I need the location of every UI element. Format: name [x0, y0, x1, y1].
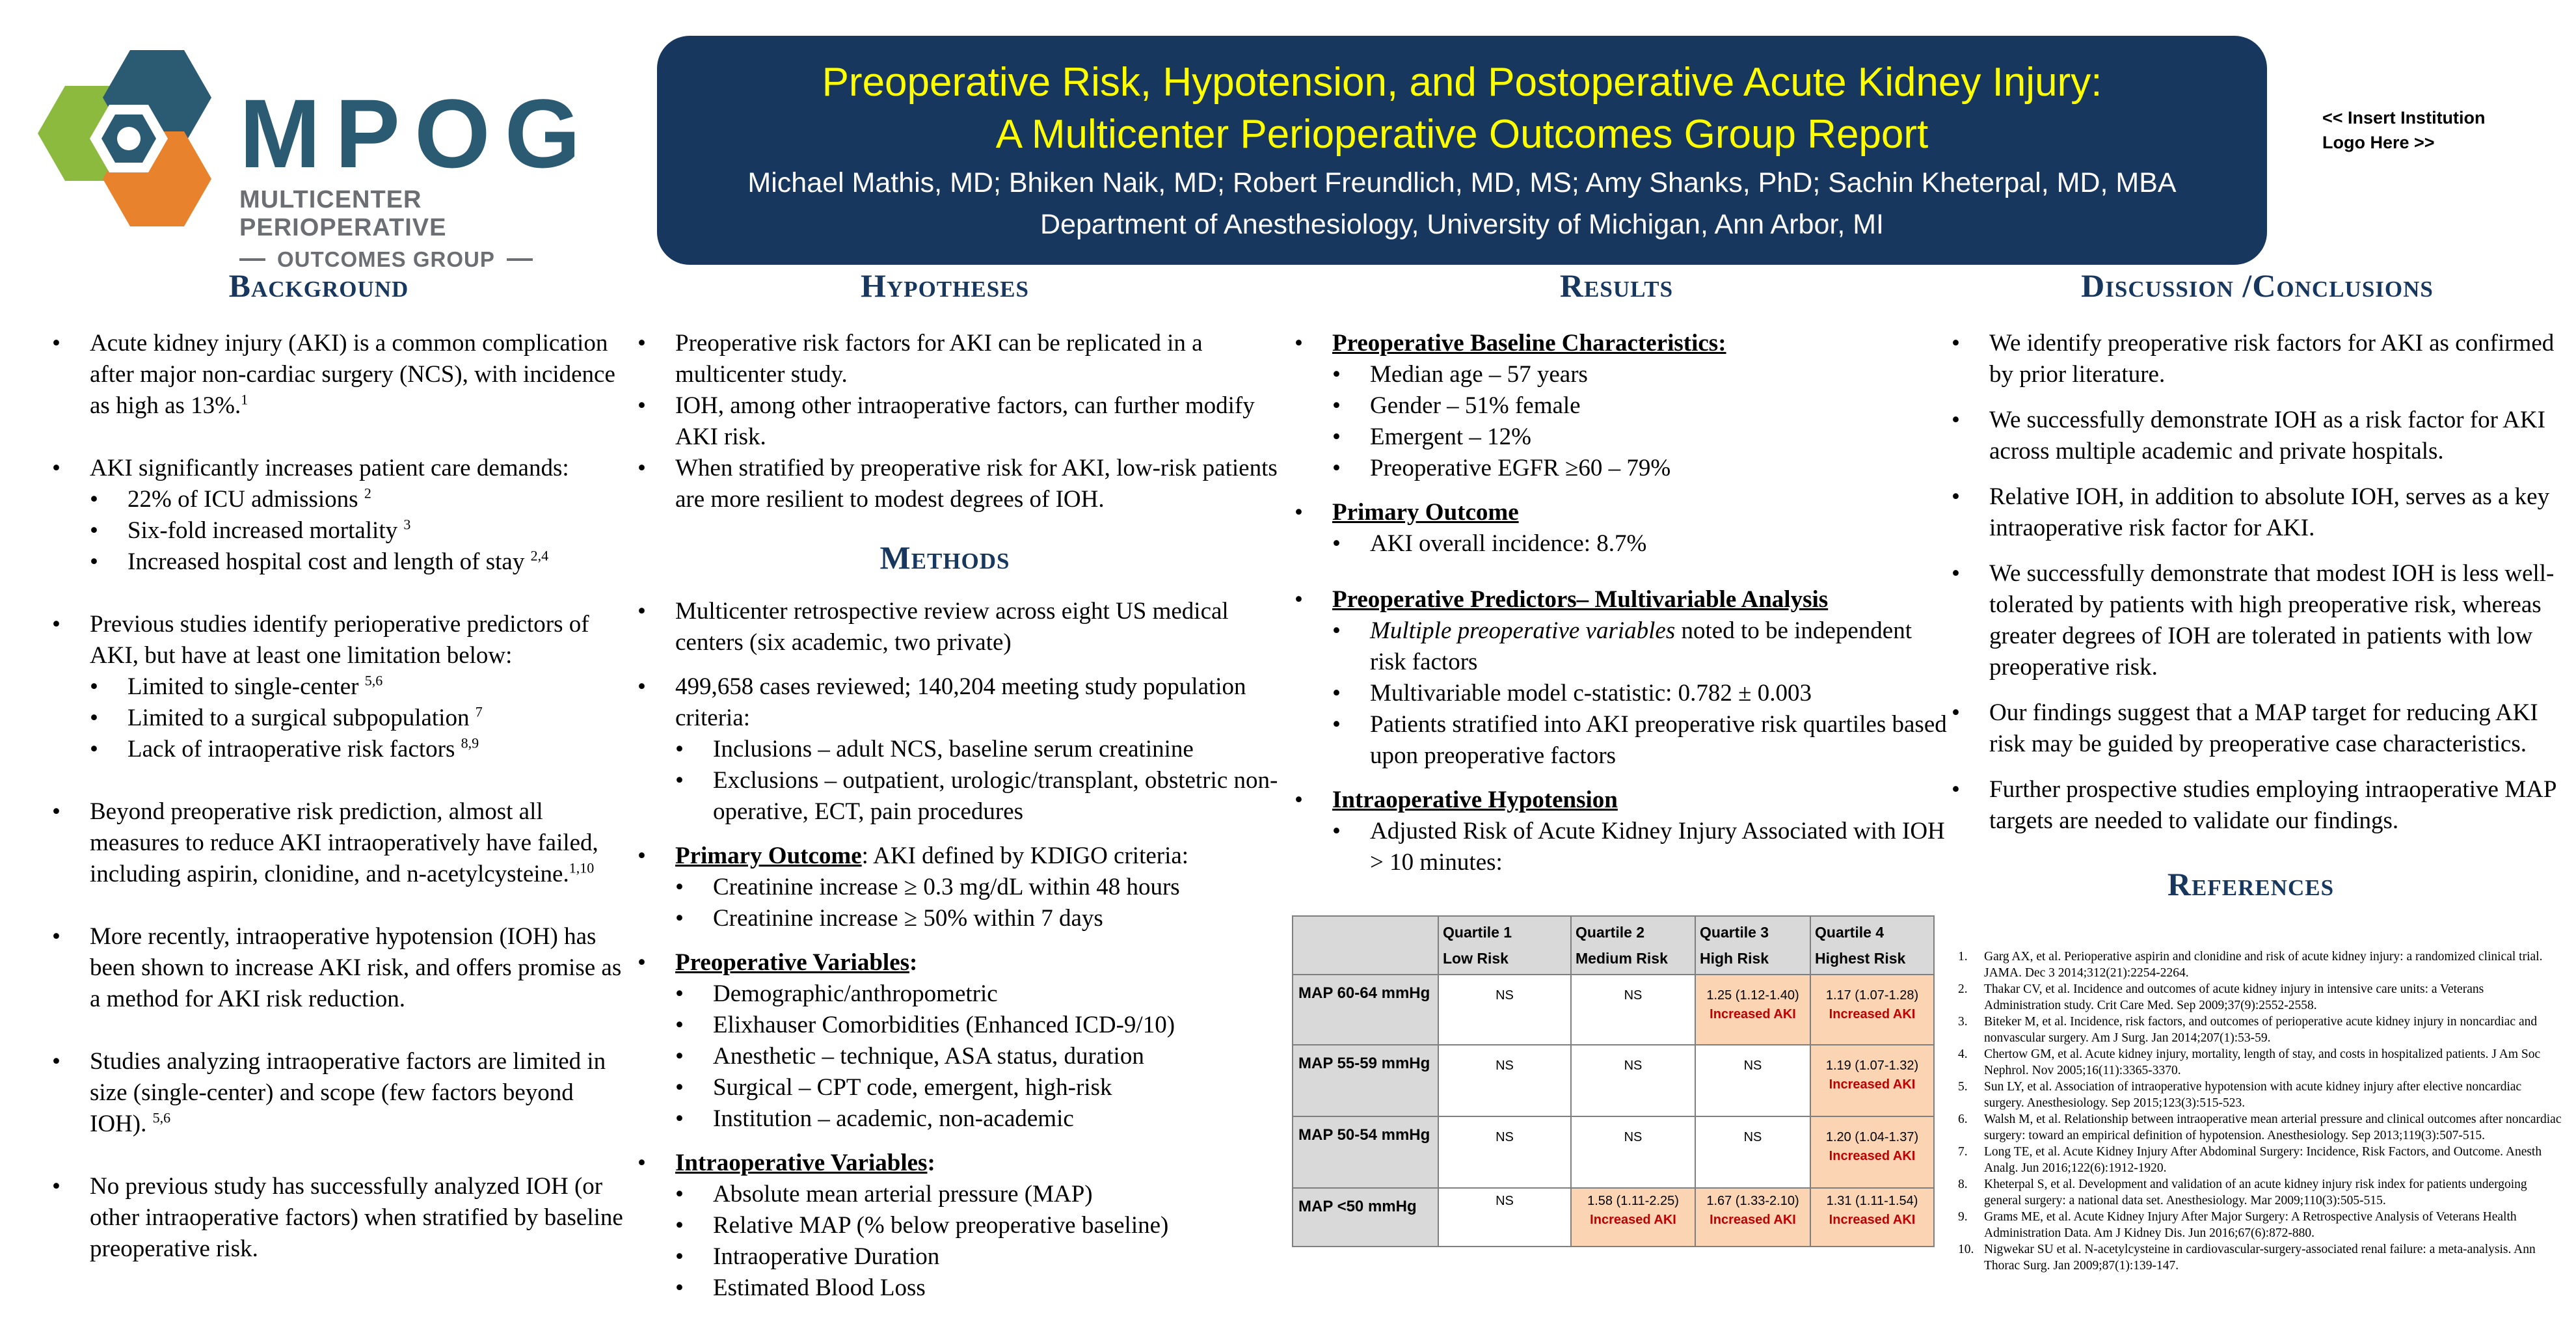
list-item: • Creatinine increase ≥ 0.3 mg/dL within 48 hours [675, 872, 1278, 903]
table-cell: NS [1438, 975, 1571, 1045]
reference-item: 10. Nigwekar SU et al. N-acetylcysteine in cardiovascular-surgery-associated renal failure: a meta-analysis. Ann Thorac Surg. Jan 2009;87(1):139-147. [1958, 1243, 2536, 1273]
table-cell-highlight: 1.58 (1.11-2.25) Increased AKI [1571, 1188, 1695, 1247]
table-cell-highlight: 1.67 (1.33-2.10) Increased AKI [1695, 1188, 1810, 1247]
methods-heading: Methods [879, 539, 1010, 576]
list-item: • Intraoperative Hypotension • Adjusted Risk of Acute Kidney Injury Associated with IOH > 10 minutes: [1295, 785, 1952, 878]
reference-item: 3. Biteker M, et al. Incidence, risk factors, and outcomes of perioperative acute kidney injury in noncardiac and nonvascular surgery. Am J Surg. Jan 2014;207(1):53-59. [1958, 1015, 2538, 1045]
table-corner-cell [1293, 916, 1438, 975]
list-item: • We successfully demonstrate that modest IOH is less well-tolerated by patients with high preoperative risk, whereas greater degrees of IOH are tolerated in patients with low preoperative risk. [1952, 558, 2556, 683]
table-cell-highlight: 1.17 (1.07-1.28) Increased AKI [1810, 975, 1934, 1045]
list-item: • Our findings suggest that a MAP target for reducing AKI risk may be guided by preoperative case characteristics. [1952, 697, 2556, 760]
list-item: • More recently, intraoperative hypotension (IOH) has been shown to increase AKI risk, and offers promise as a method for AKI risk reduction. [52, 921, 624, 1015]
list-item: • Adjusted Risk of Acute Kidney Injury Associated with IOH > 10 minutes: [1332, 816, 1952, 878]
list-item: • Patients stratified into AKI preoperative risk quartiles based upon preoperative factors [1332, 709, 1952, 772]
list-item: • Multiple preoperative variables noted to be independent risk factors [1332, 615, 1952, 678]
discussion-heading: Discussion /Conclusions [2081, 267, 2434, 304]
table-row-label: MAP 55-59 mmHg [1293, 1045, 1438, 1116]
references-heading: References [2167, 866, 2335, 902]
list-item: • Six-fold increased mortality $^3$ [90, 515, 624, 546]
table-cell: NS [1438, 1188, 1571, 1247]
list-item: • Creatinine increase ≥ 50% within 7 days [675, 903, 1278, 934]
table-row [1293, 916, 1934, 975]
list-item: • Elixhauser Comorbidities (Enhanced ICD-9/10) [675, 1010, 1278, 1041]
title-line-1: Preoperative Risk, Hypotension, and Postoperative Acute Kidney Injury: [822, 60, 2102, 105]
list-item: • Demographic/anthropometric [675, 978, 1278, 1010]
table-row [1293, 975, 1934, 1045]
department: Department of Anesthesiology, University of Michigan, Ann Arbor, MI [1040, 209, 1884, 240]
list-item: • Preoperative risk factors for AKI can be replicated in a multicenter study. [637, 328, 1278, 390]
table-row-label: MAP 50-54 mmHg [1293, 1116, 1438, 1188]
table-cell: NS [1438, 1045, 1571, 1116]
title-line-2: A Multicenter Perioperative Outcomes Group Report [995, 112, 1929, 157]
logo-subtitle-2: OUTCOMES GROUP [239, 247, 610, 272]
list-item: • We successfully demonstrate IOH as a risk factor for AKI across multiple academic and private hospitals. [1952, 405, 2556, 467]
hexagon-logo-icon [25, 46, 239, 234]
table-header-q4: Quartile 4 Highest Risk [1810, 916, 1934, 975]
list-item: • When stratified by preoperative risk for AKI, low-risk patients are more resilient to modest degrees of IOH. [637, 453, 1278, 515]
table-row [1293, 1116, 1934, 1188]
aki-risk-table [1292, 915, 1935, 1247]
table-cell-highlight: 1.25 (1.12-1.40) Increased AKI [1695, 975, 1810, 1045]
discussion-section [1952, 267, 2556, 903]
table-cell-highlight: 1.20 (1.04-1.37) Increased AKI [1810, 1116, 1934, 1188]
table-cell: NS [1571, 1045, 1695, 1116]
list-item: • Intraoperative Duration [675, 1241, 1278, 1273]
list-item: • Studies analyzing intraoperative factors are limited in size (single-center) and scope (few factors beyond IOH). $^{5,6}$ [52, 1046, 624, 1140]
table-header-q2: Quartile 2 Medium Risk [1571, 916, 1695, 975]
reference-item: 6. Walsh M, et al. Relationship between intraoperative mean arterial pressure and clinical outcomes after noncardiac surgery: toward an empirical definition of hypotension. Anesthesiology. Sep 2013;119(3):507-515. [1958, 1112, 2562, 1142]
table-cell: NS [1571, 1116, 1695, 1188]
results-heading: Results [1559, 267, 1674, 304]
table-row-label: MAP 60-64 mmHg [1293, 975, 1438, 1045]
list-item: • Further prospective studies employing intraoperative MAP targets are needed to validate our findings. [1952, 774, 2556, 837]
mpog-logo [25, 46, 610, 271]
reference-item: 1. Garg AX, et al. Perioperative aspirin and clonidine and risk of acute kidney injury: a randomized clinical trial. JAMA. Dec 3 2014;312(21):2254-2264. [1958, 950, 2543, 980]
list-item: • Intraoperative Variables: • Absolute mean arterial pressure (MAP) • Relative MAP (% below preoperative baseline) • Intraoperative Duration • Estimated Blood Loss [637, 1148, 1278, 1304]
table-row [1293, 1188, 1934, 1247]
table-cell: NS [1695, 1045, 1810, 1116]
list-item: • 499,658 cases reviewed; 140,204 meeting study population criteria: • Inclusions – adult NCS, baseline serum creatinine • Exclusions – outpatient, urologic/transplant, obstetric non-operative, ECT, pain procedures [637, 671, 1278, 828]
hypotheses-section [637, 267, 1278, 1304]
list-item: • AKI overall incidence: 8.7% [1332, 528, 1952, 560]
background-heading: Background [228, 267, 409, 304]
list-item: • No previous study has successfully analyzed IOH (or other intraoperative factors) when stratified by baseline preoperative risk. [52, 1171, 624, 1265]
list-item: • Anesthetic – technique, ASA status, duration [675, 1041, 1278, 1072]
list-item: • Beyond preoperative risk prediction, almost all measures to reduce AKI intraoperatively have failed, including aspirin, clonidine, and n-acetylcysteine.$^{1,10}$ [52, 796, 624, 890]
list-item: • Estimated Blood Loss [675, 1273, 1278, 1304]
list-item: • Median age – 57 years [1332, 359, 1952, 390]
list-item: • Multicenter retrospective review across eight US medical centers (six academic, two private) [637, 596, 1278, 658]
title-banner [657, 36, 2267, 265]
reference-item: 8. Kheterpal S, et al. Development and validation of an acute kidney injury risk index for patients undergoing general surgery: a national data set. Anesthesiology. Mar 2009;110(3):505-515. [1958, 1178, 2527, 1207]
logo-wordmark: MPOG [239, 79, 595, 188]
hypotheses-heading: Hypotheses [861, 267, 1029, 304]
list-item: • Limited to single-center $^{5,6}$ [90, 671, 624, 703]
list-item: • Gender – 51% female [1332, 390, 1952, 422]
list-item: • 22% of ICU admissions $^2$ [90, 484, 624, 515]
table-cell: NS [1438, 1116, 1571, 1188]
institution-logo-placeholder: << Insert Institution Logo Here >> [2322, 108, 2486, 152]
references-list [1958, 949, 2563, 1274]
list-item: • Exclusions – outpatient, urologic/transplant, obstetric non-operative, ECT, pain procedures [675, 765, 1278, 828]
list-item: • Acute kidney injury (AKI) is a common complication after major non-cardiac surgery (NCS), with incidence as high as 13%.$^1$ [52, 328, 624, 422]
list-item: • AKI significantly increases patient care demands: • 22% of ICU admissions $^2$ • Six-fold increased mortality $^3$ • Increased hospital cost and length of stay $^{2,4}$ [52, 453, 624, 578]
reference-item: 5. Sun LY, et al. Association of intraoperative hypotension with acute kidney injury after elective noncardiac surgery. Anesthesiology. Sep 2015;123(3):515-523. [1958, 1080, 2522, 1110]
list-item: • Preoperative Variables: • Demographic/anthropometric • Elixhauser Comorbidities (Enhanced ICD-9/10) • Anesthetic – technique, ASA status, duration • Surgical – CPT code, emergent, high-risk • Institution – academic, non-academic [637, 947, 1278, 1135]
background-section [52, 267, 624, 1265]
list-item: • We identify preoperative risk factors for AKI as confirmed by prior literature. [1952, 328, 2556, 390]
list-item: • Limited to a surgical subpopulation $^7$ [90, 703, 624, 734]
table-header-q1: Quartile 1 Low Risk [1438, 916, 1571, 975]
reference-item: 4. Chertow GM, et al. Acute kidney injury, mortality, length of stay, and costs in hospitalized patients. J Am Soc Nephrol. Nov 2005;16(11):3365-3370. [1958, 1047, 2541, 1077]
list-item: • Absolute mean arterial pressure (MAP) [675, 1179, 1278, 1210]
list-item: • Preoperative Baseline Characteristics: • Median age – 57 years • Gender – 51% female • Emergent – 12% • Preoperative EGFR ≥60 – 79% [1295, 328, 1952, 484]
list-item: • Previous studies identify perioperative predictors of AKI, but have at least one limitation below: • Limited to single-center $^{5,6}$ • Limited to a surgical subpopulation $^7$ • Lack of intraoperative risk factors $^{8,9}$ [52, 609, 624, 765]
list-item: • Preoperative EGFR ≥60 – 79% [1332, 453, 1952, 484]
list-item: • Surgical – CPT code, emergent, high-risk [675, 1072, 1278, 1103]
table-header-q3: Quartile 3 High Risk [1695, 916, 1810, 975]
table-row [1293, 1045, 1934, 1116]
list-item: • Primary Outcome: AKI defined by KDIGO criteria: • Creatinine increase ≥ 0.3 mg/dL within 48 hours • Creatinine increase ≥ 50% within 7 days [637, 841, 1278, 934]
table-cell: NS [1695, 1116, 1810, 1188]
list-item: • Primary Outcome • AKI overall incidence: 8.7% [1295, 497, 1952, 560]
table-cell: NS [1571, 975, 1695, 1045]
list-item: • Multivariable model c-statistic: 0.782 ± 0.003 [1332, 678, 1952, 709]
list-item: • Emergent – 12% [1332, 422, 1952, 453]
list-item: • Relative MAP (% below preoperative baseline) [675, 1210, 1278, 1241]
list-item: • Lack of intraoperative risk factors $^{8,9}$ [90, 734, 624, 765]
logo-subtitle-1: MULTICENTER PERIOPERATIVE [239, 186, 447, 241]
list-item: • Institution – academic, non-academic [675, 1103, 1278, 1135]
results-section [1295, 267, 1952, 878]
list-item: • Increased hospital cost and length of stay $^{2,4}$ [90, 546, 624, 578]
table-cell-highlight: 1.19 (1.07-1.32) Increased AKI [1810, 1045, 1934, 1116]
table-cell-highlight: 1.31 (1.11-1.54) Increased AKI [1810, 1188, 1934, 1247]
list-item: • Inclusions – adult NCS, baseline serum creatinine [675, 734, 1278, 765]
list-item: • Relative IOH, in addition to absolute IOH, serves as a key intraoperative risk factor for AKI. [1952, 481, 2556, 544]
authors: Michael Mathis, MD; Bhiken Naik, MD; Robert Freundlich, MD, MS; Amy Shanks, PhD; Sachin Kheterpal, MD, MBA [747, 167, 2177, 198]
reference-item: 9. Grams ME, et al. Acute Kidney Injury After Major Surgery: A Retrospective Analysis of Veterans Health Administration Data. Am J Kidney Dis. Jun 2016;67(6):872-880. [1958, 1210, 2517, 1240]
table-row-label: MAP <50 mmHg [1293, 1188, 1438, 1247]
list-item: • IOH, among other intraoperative factors, can further modify AKI risk. [637, 390, 1278, 453]
reference-item: 2. Thakar CV, et al. Incidence and outcomes of acute kidney injury in intensive care units: a Veterans Administration study. Crit Care Med. Sep 2009;37(9):2552-2558. [1958, 982, 2484, 1012]
list-item: • Preoperative Predictors– Multivariable Analysis • Multiple preoperative variables noted to be independent risk factors • Multivariable model c-statistic: 0.782 ± 0.003 • Patients stratified into AKI preoperative risk quartiles based upon preoperative factors [1295, 584, 1952, 772]
reference-item: 7. Long TE, et al. Acute Kidney Injury After Abdominal Surgery: Incidence, Risk Factors, and Outcome. Anesth Analg. Jun 2016;122(6):1912-1920. [1958, 1145, 2542, 1175]
